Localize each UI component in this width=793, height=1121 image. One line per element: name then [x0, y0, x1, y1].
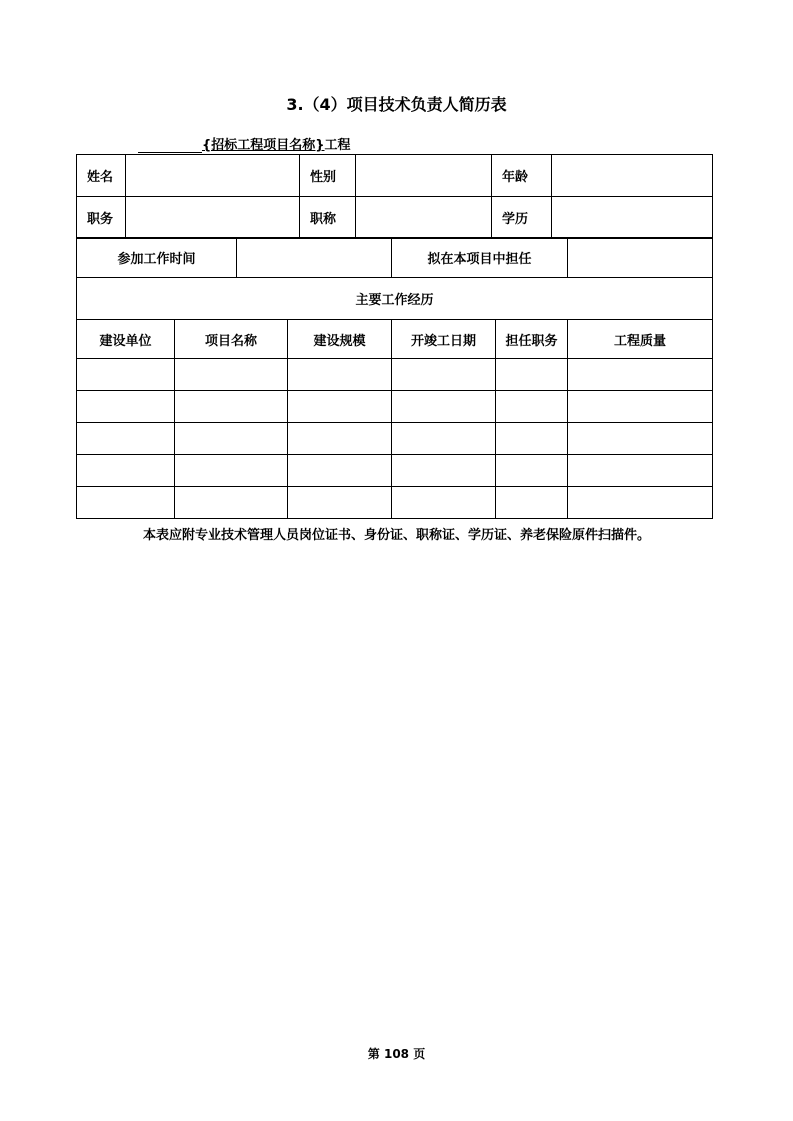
- project-name-line: [138, 134, 351, 153]
- table-cell: [77, 423, 175, 455]
- table-cell: [288, 359, 392, 391]
- table-cell: [568, 455, 713, 487]
- position-label: 职务: [77, 197, 126, 239]
- table-cell: [175, 487, 288, 519]
- table-cell: [568, 359, 713, 391]
- table-cell: [288, 487, 392, 519]
- table-row: [77, 359, 713, 391]
- table-cell: [392, 423, 496, 455]
- work-info-row: [77, 238, 713, 278]
- table-cell: [77, 455, 175, 487]
- gender-value-cell: [356, 155, 492, 197]
- table-cell: [288, 423, 392, 455]
- table-cell: [496, 487, 568, 519]
- table-cell: [496, 455, 568, 487]
- table-row: [77, 391, 713, 423]
- project-blank-underline: [138, 138, 202, 153]
- table-cell: [175, 391, 288, 423]
- info-row-1: [77, 155, 713, 197]
- role-in-project-value-cell: [568, 238, 713, 278]
- education-value-cell: [552, 197, 713, 239]
- table-cell: [496, 423, 568, 455]
- table-cell: [568, 423, 713, 455]
- table-cell: [392, 487, 496, 519]
- project-name-suffix: 工程: [324, 138, 351, 153]
- experience-heading: 主要工作经历: [77, 278, 713, 320]
- project-name-placeholder: {招标工程项目名称}: [202, 138, 325, 153]
- column-header-project-name: 项目名称: [175, 320, 288, 359]
- position-value-cell: [126, 197, 300, 239]
- info-row-2: [77, 197, 713, 239]
- age-label: 年龄: [492, 155, 552, 197]
- table-cell: [496, 359, 568, 391]
- title-value-cell: [356, 197, 492, 239]
- education-label: 学历: [492, 197, 552, 239]
- table-cell: [77, 391, 175, 423]
- document-title: 3.（4）项目技术负责人简历表: [286, 95, 507, 114]
- table-cell: [288, 391, 392, 423]
- title-label: 职称: [300, 197, 356, 239]
- table-row: [77, 487, 713, 519]
- role-in-project-label: 拟在本项目中担任: [392, 238, 568, 278]
- table-row: [77, 423, 713, 455]
- page-number: 第 108 页: [367, 1047, 426, 1061]
- table-cell: [175, 423, 288, 455]
- table-cell: [175, 359, 288, 391]
- column-header-role: 担任职务: [496, 320, 568, 359]
- work-experience-table: [76, 237, 713, 519]
- name-value-cell: [126, 155, 300, 197]
- personal-info-table: [76, 154, 713, 239]
- table-cell: [77, 359, 175, 391]
- table-cell: [568, 391, 713, 423]
- attachment-note: 本表应附专业技术管理人员岗位证书、身份证、职称证、学历证、养老保险原件扫描件。: [142, 528, 650, 543]
- table-cell: [568, 487, 713, 519]
- table-row: [77, 455, 713, 487]
- gender-label: 性别: [300, 155, 356, 197]
- column-header-dates: 开竣工日期: [392, 320, 496, 359]
- column-header-scale: 建设规模: [288, 320, 392, 359]
- table-cell: [175, 455, 288, 487]
- table-cell: [77, 487, 175, 519]
- column-header-quality: 工程质量: [568, 320, 713, 359]
- table-cell: [496, 391, 568, 423]
- name-label: 姓名: [77, 155, 126, 197]
- table-cell: [288, 455, 392, 487]
- table-cell: [392, 391, 496, 423]
- work-start-time-value-cell: [237, 238, 392, 278]
- experience-heading-row: [77, 278, 713, 320]
- work-start-time-label: 参加工作时间: [77, 238, 237, 278]
- table-cell: [392, 359, 496, 391]
- age-value-cell: [552, 155, 713, 197]
- experience-column-headers: [77, 320, 713, 359]
- table-cell: [392, 455, 496, 487]
- column-header-client: 建设单位: [77, 320, 175, 359]
